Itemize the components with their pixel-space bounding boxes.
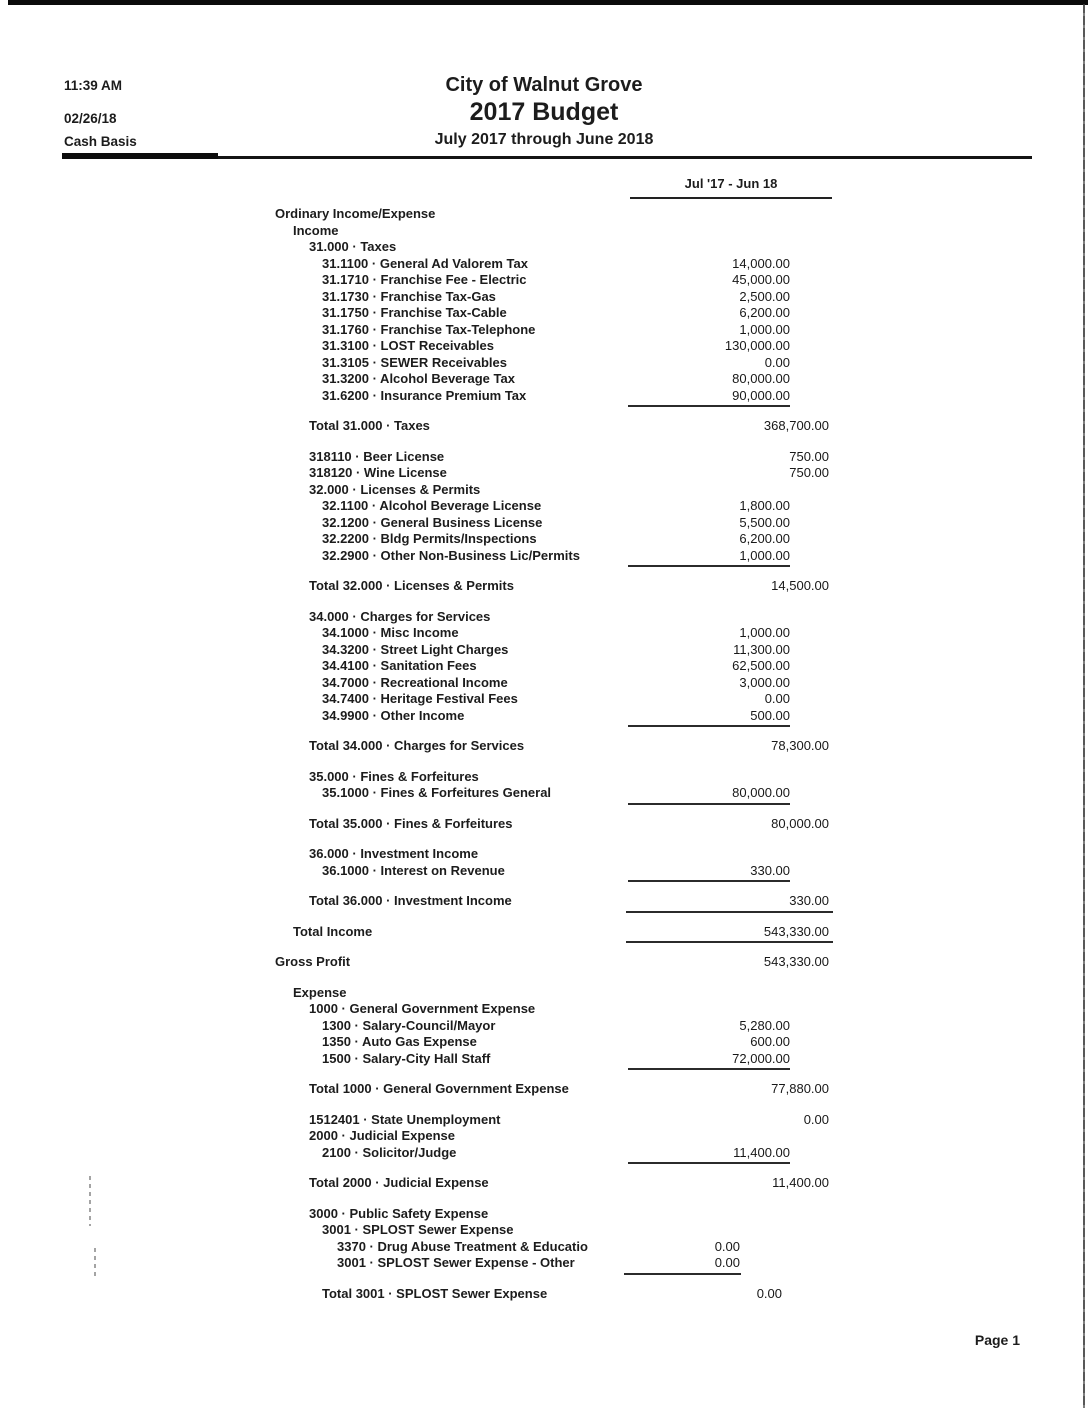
account-label: 318110 · Beer License	[309, 448, 445, 464]
print-date: 02/26/18	[64, 111, 117, 126]
amount-value: 6,200.00	[739, 531, 790, 546]
account-label: 1000 · General Government Expense	[309, 1001, 536, 1016]
account-label: 32.000 · Licenses & Permits	[309, 481, 481, 497]
account-label: 3000 · Public Safety Expense	[309, 1205, 489, 1221]
amount-value: 77,880.00	[771, 1081, 829, 1096]
report-row	[0, 289, 1088, 306]
amount-value: 0.00	[764, 354, 790, 370]
accounting-basis-label: Cash Basis	[64, 134, 137, 149]
report-row	[0, 1206, 1088, 1223]
report-row	[0, 1112, 1088, 1129]
header-divider-rule-thick-segment	[62, 153, 218, 159]
subtotal-rule	[628, 725, 790, 727]
report-row	[0, 785, 1088, 802]
report-row	[0, 515, 1088, 532]
account-label: 1350 · Auto Gas Expense	[322, 1034, 477, 1049]
account-label: Total 31.000 · Taxes	[309, 418, 430, 433]
account-label: Expense	[293, 984, 347, 1000]
account-label: Total Income	[293, 923, 373, 939]
subtotal-rule	[626, 911, 833, 913]
report-row	[0, 1051, 1088, 1068]
amount-value: 5,280.00	[739, 1017, 790, 1033]
subtotal-rule	[628, 1162, 790, 1164]
account-label: 1300 · Salary-Council/Mayor	[322, 1017, 496, 1033]
account-label: 1512401 · State Unemployment	[309, 1111, 501, 1127]
account-label: 2000 · Judicial Expense	[309, 1128, 455, 1143]
amount-value: 11,300.00	[733, 641, 790, 657]
report-row	[0, 1222, 1088, 1239]
account-label: 35.000 · Fines & Forfeitures	[309, 768, 479, 784]
report-row	[0, 449, 1088, 466]
account-label: 34.9900 · Other Income	[322, 707, 465, 723]
amount-value: 78,300.00	[771, 738, 829, 753]
amount-value: 1,800.00	[739, 498, 790, 513]
report-row	[0, 239, 1088, 256]
account-label: 31.3100 · LOST Receivables	[322, 338, 494, 353]
report-row	[0, 769, 1088, 786]
budget-report-body	[0, 206, 1088, 1302]
subtotal-rule	[628, 405, 790, 407]
amount-value: 62,500.00	[732, 658, 790, 673]
amount-value: 500.00	[750, 707, 790, 723]
report-row	[0, 355, 1088, 372]
account-label: 1500 · Salary-City Hall Staff	[322, 1050, 491, 1066]
subtotal-rule	[628, 565, 790, 567]
report-row	[0, 305, 1088, 322]
report-row	[0, 954, 1088, 971]
report-row	[0, 465, 1088, 482]
report-row	[0, 272, 1088, 289]
amount-value: 543,330.00	[763, 923, 829, 939]
amount-value: 368,700.00	[763, 418, 829, 433]
report-row	[0, 531, 1088, 548]
account-label: Total 1000 · General Government Expense	[309, 1081, 569, 1096]
account-label: 31.000 · Taxes	[309, 239, 397, 254]
account-label: 34.1000 · Misc Income	[322, 625, 459, 640]
account-label: 32.2900 · Other Non-Business Lic/Permits	[322, 547, 580, 563]
report-row	[0, 625, 1088, 642]
amount-value: 5,500.00	[739, 514, 790, 530]
report-row	[0, 1145, 1088, 1162]
account-label: 3370 · Drug Abuse Treatment & Educatio	[337, 1238, 588, 1254]
amount-value: 130,000.00	[724, 338, 790, 353]
amount-value: 2,500.00	[739, 288, 790, 304]
amount-value: 1,000.00	[739, 625, 790, 640]
report-row	[0, 1255, 1088, 1272]
amount-value: 14,500.00	[771, 578, 829, 593]
amount-value: 600.00	[750, 1034, 790, 1049]
account-label: 32.2200 · Bldg Permits/Inspections	[322, 531, 537, 546]
account-label: 36.1000 · Interest on Revenue	[322, 862, 505, 878]
report-row	[0, 371, 1088, 388]
account-label: 34.7000 · Recreational Income	[322, 674, 508, 690]
report-row	[0, 846, 1088, 863]
amount-value: 80,000.00	[771, 815, 829, 831]
account-label: 32.1100 · Alcohol Beverage License	[322, 498, 542, 513]
scan-top-edge-band	[8, 0, 1088, 5]
amount-value: 14,000.00	[732, 255, 790, 271]
amount-value: 3,000.00	[739, 674, 790, 690]
account-label: Gross Profit	[275, 954, 351, 969]
report-row	[0, 482, 1088, 499]
amount-value: 11,400.00	[772, 1175, 829, 1190]
account-label: 32.1200 · General Business License	[322, 514, 543, 530]
amount-value: 0.00	[764, 691, 790, 706]
account-label: 34.000 · Charges for Services	[309, 608, 491, 624]
report-row	[0, 609, 1088, 626]
report-row	[0, 338, 1088, 355]
report-row	[0, 1081, 1088, 1098]
account-label: 2100 · Solicitor/Judge	[322, 1144, 457, 1160]
subtotal-rule	[624, 1273, 741, 1275]
account-label: Total 3001 · SPLOST Sewer Expense	[322, 1285, 548, 1301]
account-label: 31.1730 · Franchise Tax-Gas	[322, 288, 496, 304]
report-row	[0, 256, 1088, 273]
account-label: 31.1760 · Franchise Tax-Telephone	[322, 321, 536, 337]
account-label: 31.6200 · Insurance Premium Tax	[322, 387, 527, 403]
report-row	[0, 498, 1088, 515]
account-label: Total 34.000 · Charges for Services	[309, 738, 525, 753]
subtotal-rule	[626, 941, 833, 943]
report-row	[0, 322, 1088, 339]
report-row	[0, 893, 1088, 910]
account-label: 3001 · SPLOST Sewer Expense - Other	[337, 1255, 575, 1270]
company-name: City of Walnut Grove	[445, 74, 643, 96]
amount-value: 80,000.00	[732, 785, 790, 800]
report-row	[0, 642, 1088, 659]
report-row	[0, 206, 1088, 223]
account-label: 31.1750 · Franchise Tax-Cable	[322, 305, 507, 320]
amount-value: 330.00	[789, 893, 829, 908]
account-label: 34.4100 · Sanitation Fees	[322, 658, 477, 673]
report-row	[0, 985, 1088, 1002]
amount-value: 1,000.00	[739, 321, 790, 337]
report-row	[0, 1128, 1088, 1145]
report-row	[0, 675, 1088, 692]
report-row	[0, 1239, 1088, 1256]
amount-value: 0.00	[714, 1238, 740, 1254]
account-label: Income	[293, 222, 339, 238]
account-label: 31.3105 · SEWER Receivables	[322, 354, 507, 370]
amount-value: 6,200.00	[739, 305, 790, 320]
report-row	[0, 738, 1088, 755]
subtotal-rule	[628, 1068, 790, 1070]
account-label: Total 2000 · Judicial Expense	[309, 1175, 489, 1190]
report-row	[0, 418, 1088, 435]
account-label: 3001 · SPLOST Sewer Expense	[322, 1222, 514, 1237]
account-label: 318120 · Wine License	[309, 465, 447, 480]
report-row	[0, 548, 1088, 565]
amount-value: 750.00	[789, 465, 829, 480]
report-row	[0, 924, 1088, 941]
amount-value: 80,000.00	[732, 371, 790, 386]
account-label: 31.3200 · Alcohol Beverage Tax	[322, 371, 515, 386]
account-label: 34.3200 · Street Light Charges	[322, 641, 509, 657]
account-label: Total 32.000 · Licenses & Permits	[309, 578, 514, 593]
amount-value: 0.00	[714, 1255, 740, 1270]
report-row	[0, 1175, 1088, 1192]
amount-value: 72,000.00	[732, 1050, 790, 1066]
report-row	[0, 223, 1088, 240]
report-row	[0, 388, 1088, 405]
report-row	[0, 863, 1088, 880]
account-label: 31.1100 · General Ad Valorem Tax	[322, 255, 528, 271]
amount-value: 330.00	[750, 862, 790, 878]
amount-value: 90,000.00	[732, 387, 790, 403]
amount-value: 0.00	[803, 1111, 829, 1127]
report-row	[0, 1286, 1088, 1303]
amount-column-header-underline	[630, 197, 832, 199]
account-label: Ordinary Income/Expense	[275, 206, 436, 221]
report-period: July 2017 through June 2018	[434, 131, 654, 148]
subtotal-rule	[628, 803, 790, 805]
account-label: 31.1710 · Franchise Fee - Electric	[322, 272, 527, 287]
report-row	[0, 1018, 1088, 1035]
print-time: 11:39 AM	[64, 78, 123, 93]
subtotal-rule	[628, 880, 790, 882]
report-row	[0, 1034, 1088, 1051]
amount-value: 750.00	[789, 448, 829, 464]
report-row	[0, 658, 1088, 675]
account-label: 36.000 · Investment Income	[309, 846, 479, 861]
report-row	[0, 691, 1088, 708]
account-label: Total 36.000 · Investment Income	[309, 893, 512, 908]
page-number: Page 1	[974, 1332, 1020, 1348]
report-title: 2017 Budget	[469, 98, 619, 126]
amount-value: 543,330.00	[763, 954, 829, 969]
amount-value: 0.00	[756, 1285, 782, 1301]
amount-value: 11,400.00	[733, 1144, 790, 1160]
report-row	[0, 578, 1088, 595]
amount-value: 45,000.00	[732, 272, 790, 287]
report-row	[0, 1001, 1088, 1018]
amount-column-header: Jul '17 - Jun 18	[684, 176, 778, 191]
account-label: Total 35.000 · Fines & Forfeitures	[309, 815, 513, 831]
report-row	[0, 816, 1088, 833]
amount-value: 1,000.00	[739, 547, 790, 563]
account-label: 34.7400 · Heritage Festival Fees	[322, 691, 518, 706]
account-label: 35.1000 · Fines & Forfeitures General	[322, 785, 552, 800]
report-row	[0, 708, 1088, 725]
